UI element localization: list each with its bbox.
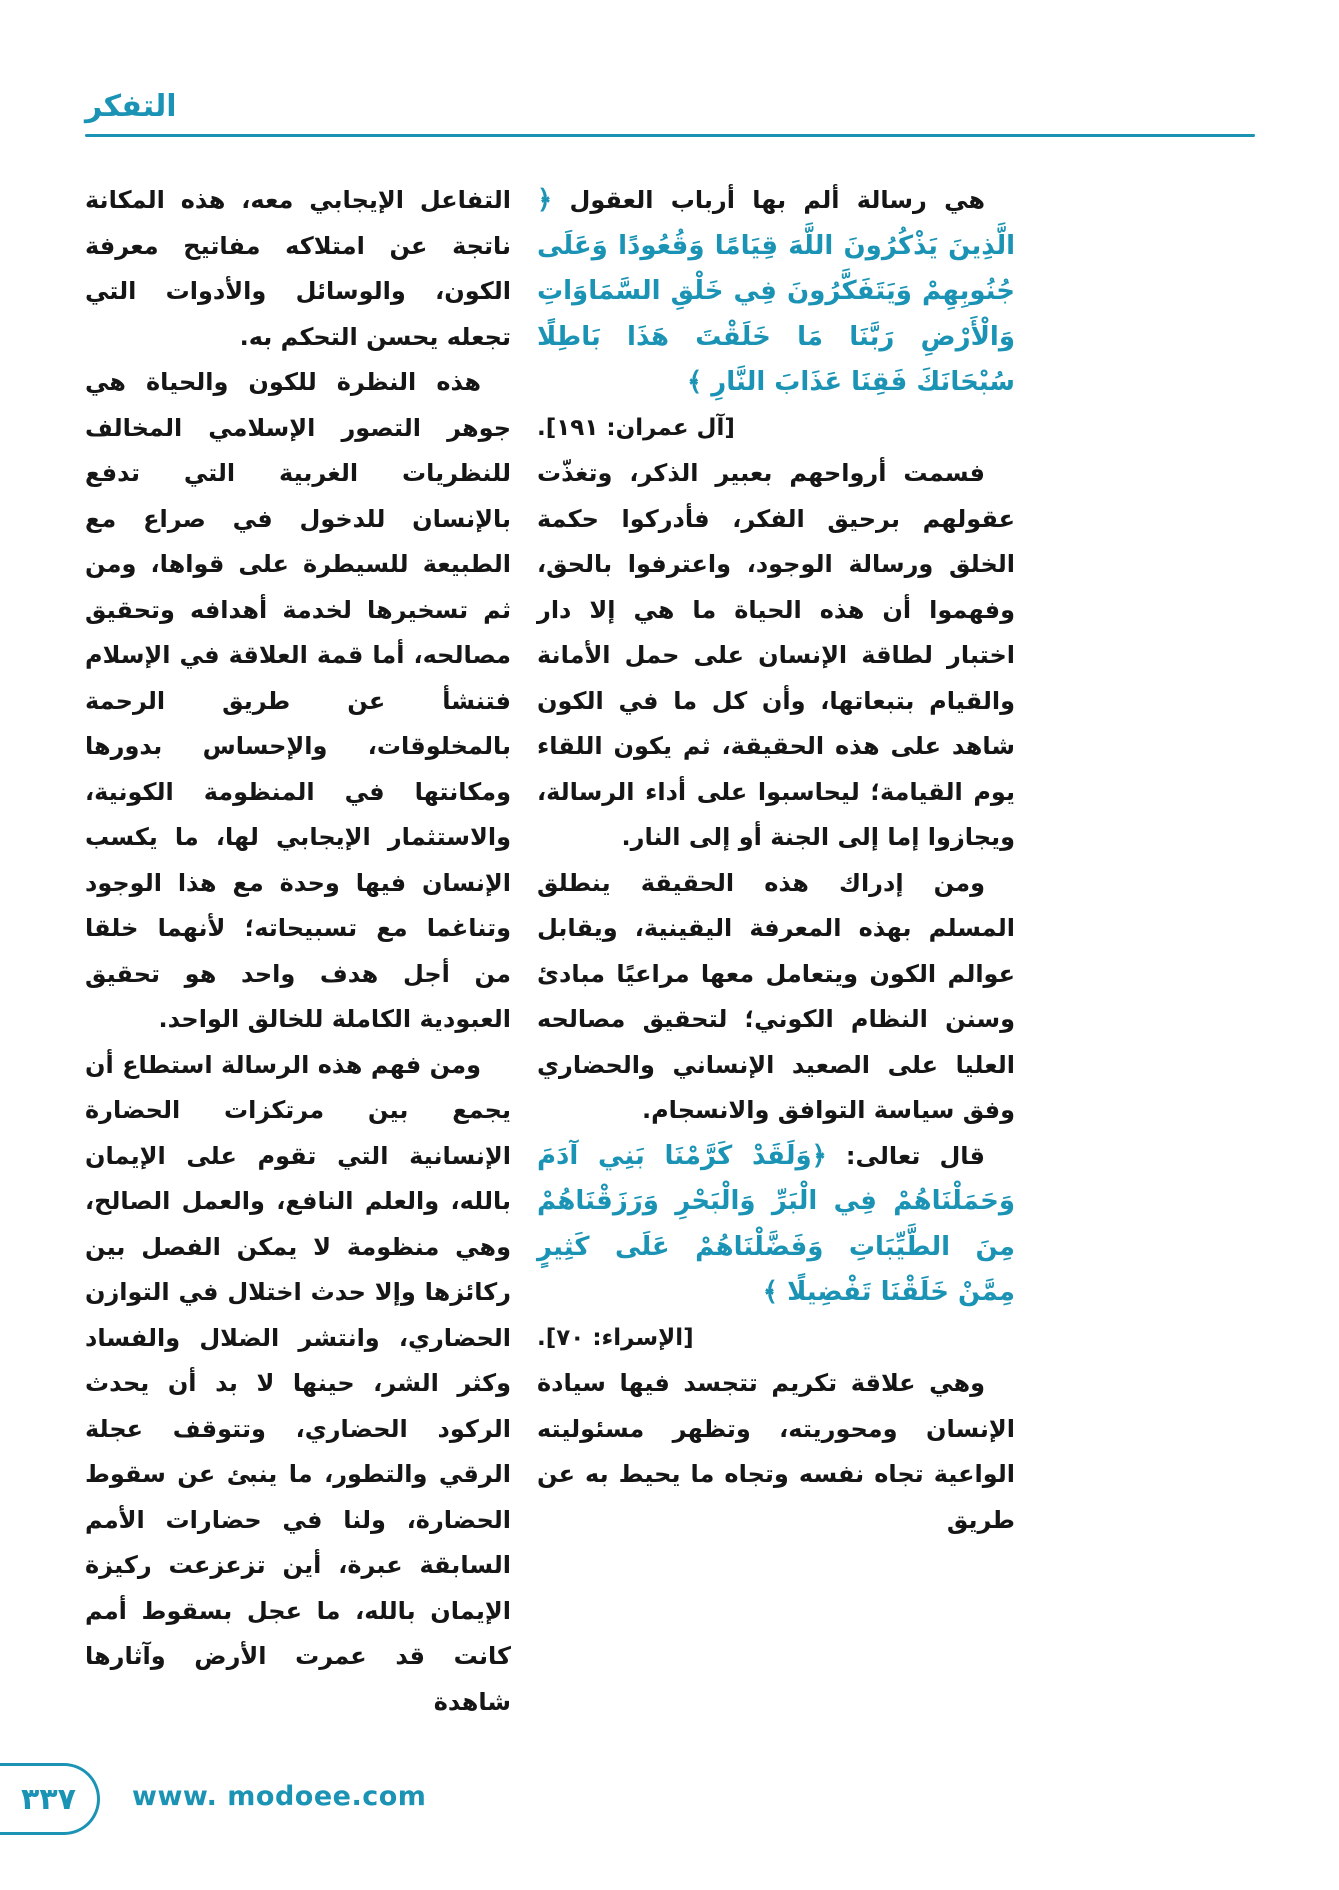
chapter-title: التفكر (85, 89, 177, 124)
body-text: ومن إدراك هذه الحقيقة ينطلق المسلم بهذه المعرفة اليقينية، ويقابل عوالم الكون ويتعامل معها مراعيًا مبادئ وسنن النظام الكوني؛ لتحقيق مصالحه العليا على الصعيد الإنساني والحضاري وفق سياسة التوافق والانسجام. (537, 868, 1015, 1124)
body-text: هي رسالة ألم بها أرباب العقول (552, 186, 985, 214)
body-text: فسمت أرواحهم بعبير الذكر، وتغذّت عقولهم برحيق الفكر، فأدركوا حكمة الخلق ورسالة الوجود، واعترفوا بالحق، وفهموا أن هذه الحياة ما هي إلا دار اختبار لطاقة الإنسان على حمل الأمانة والقيام بتبعاتها، وأن كل ما في الكون شاهد على هذه الحقيقة، ثم يكون اللقاء يوم القيامة؛ ليحاسبوا على أداء الرسالة، ويجازوا إما إلى الجنة أو إلى النار. (537, 459, 1015, 851)
paragraph (85, 360, 511, 1043)
paragraph (537, 178, 1015, 451)
page-number: ٣٣٧ (21, 1781, 76, 1817)
body-text: ومن فهم هذه الرسالة استطاع أن يجمع بين مرتكزات الحضارة الإنسانية التي تقوم على الإيمان بالله، والعلم النافع، والعمل الصالح، وهي منظومة لا يمكن الفصل بين ركائزها وإلا حدث اختلال في التوازن الحضاري، وانتشر الضلال والفساد وكثر الشر، حينها لا بد أن يحدث الركود الحضاري، وتتوقف عجلة الرقي والتطور، ما ينبئ عن سقوط الحضارة، ولنا في حضارات الأمم السابقة عبرة، أين تزعزعت ركيزة الإيمان بالله، ما عجل بسقوط أمم كانت قد عمرت الأرض وآثارها شاهدة (85, 1050, 511, 1716)
page-number-badge (0, 1763, 100, 1835)
text-column-left (85, 178, 511, 1725)
quran-verse: ﴿ الَّذِينَ يَذْكُرُونَ اللَّهَ قِيَامًا وَقُعُودًا وَعَلَى جُنُوبِهِمْ وَيَتَفَكَّرُونَ فِي خَلْقِ السَّمَاوَاتِ وَالْأَرْضِ رَبَّنَا مَا خَلَقْتَ هَذَا بَاطِلًا سُبْحَانَكَ فَقِنَا عَذَابَ النَّارِ ﴾ (537, 185, 1015, 397)
verse-reference: [الإسراء: ٧٠]. (537, 1324, 694, 1351)
paragraph (537, 451, 1015, 861)
page-header (85, 90, 1255, 137)
paragraph (537, 1134, 1015, 1362)
paragraph (85, 178, 511, 360)
quran-verse: ﴿وَلَقَدْ كَرَّمْنَا بَنِي آدَمَ وَحَمَلْنَاهُمْ فِي الْبَرِّ وَالْبَحْرِ وَرَزَقْنَاهُمْ مِنَ الطَّيِّبَاتِ وَفَضَّلْنَاهُمْ عَلَى كَثِيرٍ مِمَّنْ خَلَقْنَا تَفْضِيلًا ﴾ (537, 1140, 1015, 1307)
text-column-right (537, 178, 1015, 1543)
website-url: www. modoee.com (132, 1781, 427, 1812)
verse-reference: [آل عمران: ١٩١]. (537, 414, 735, 441)
body-text: هذه النظرة للكون والحياة هي جوهر التصور الإسلامي المخالف للنظريات الغربية التي تدفع بالإنسان للدخول في صراع مع الطبيعة للسيطرة على قواها، ومن ثم تسخيرها لخدمة أهدافه وتحقيق مصالحه، أما قمة العلاقة في الإسلام فتنشأ عن طريق الرحمة بالمخلوقات، والإحساس بدورها ومكانتها في المنظومة الكونية، والاستثمار الإيجابي لها، ما يكسب الإنسان فيها وحدة مع هذا الوجود وتناغما مع تسبيحاته؛ لأنهما خلقا من أجل هدف واحد هو تحقيق العبودية الكاملة للخالق الواحد. (85, 368, 511, 1033)
paragraph (537, 1361, 1015, 1543)
body-text: وهي علاقة تكريم تتجسد فيها سيادة الإنسان ومحوريته، وتظهر مسئوليته الواعية تجاه نفسه وتجاه ما يحيط به عن طريق (537, 1369, 1015, 1534)
body-text: قال تعالى: (826, 1141, 985, 1170)
body-text: التفاعل الإيجابي معه، هذه المكانة ناتجة عن امتلاكه مفاتيح معرفة الكون، والوسائل والأدوات التي تجعله يحسن التحكم به. (85, 186, 511, 351)
header-divider (85, 134, 1255, 137)
paragraph (85, 1043, 511, 1726)
page-content (85, 178, 1015, 1725)
paragraph (537, 861, 1015, 1134)
